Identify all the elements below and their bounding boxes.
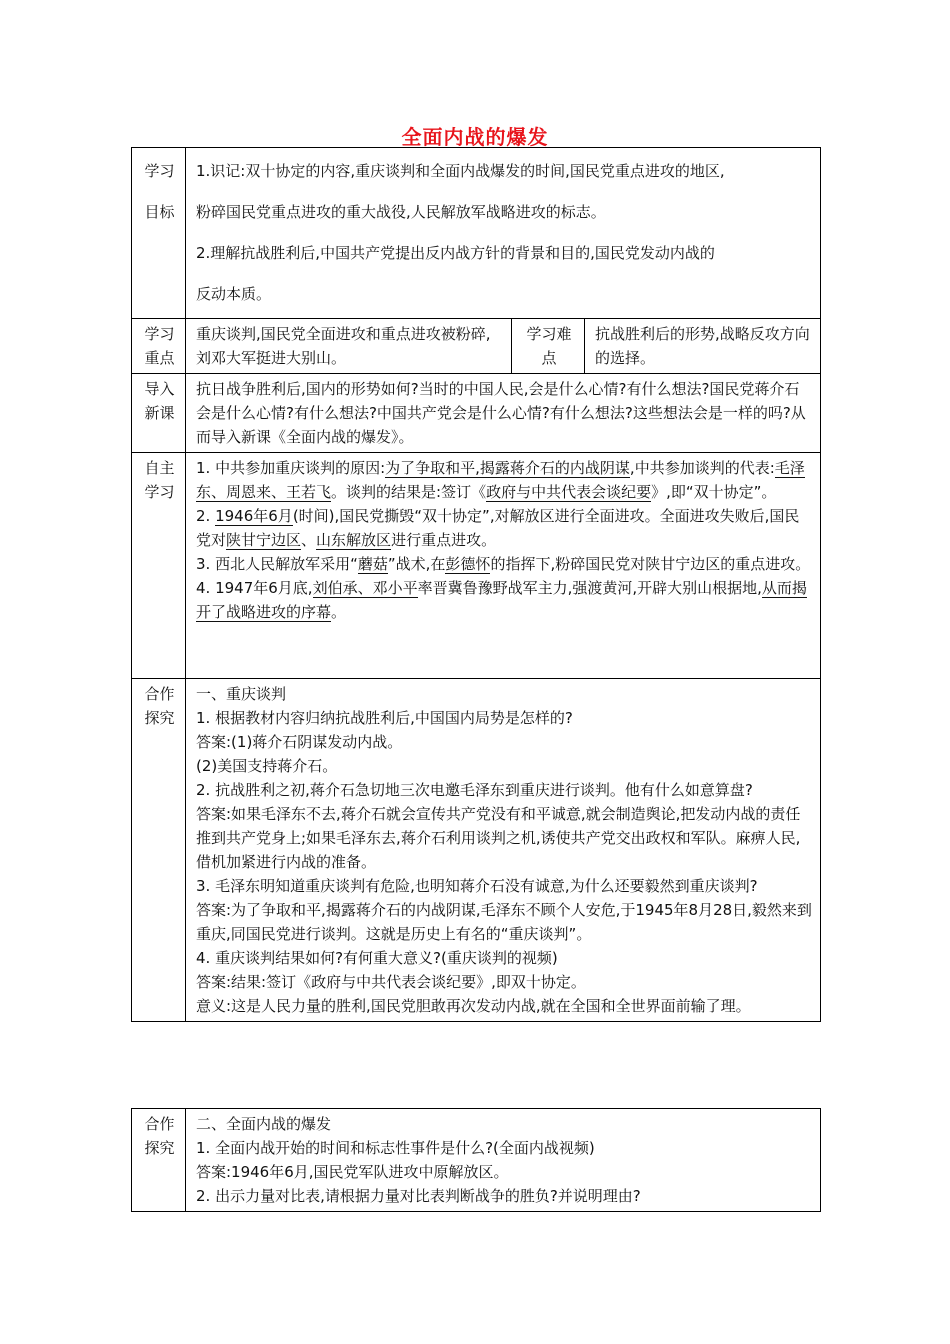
fill-answer: 陕甘宁边区: [226, 531, 302, 549]
intro-text: 抗日战争胜利后,国内的形势如何?当时的中国人民,会是什么心情?有什么想法?国民党蒋介石会是什么心情?有什么想法?中国共产党会是什么心情?有什么想法?这些想法会是一样的吗?从而导入新课《全面内战的爆发》。: [186, 374, 821, 453]
fill-answer: 刘伯承、邓小平: [312, 579, 418, 597]
goal-line: 2.理解抗战胜利后,中国共产党提出反内战方针的背景和目的,国民党发动内战的: [196, 244, 715, 262]
coop-content: [186, 1109, 821, 1212]
intro-row: [132, 374, 821, 453]
coop-line: 一、重庆谈判: [196, 685, 287, 703]
goal-line: 粉碎国民党重点进攻的重大战役,人民解放军战略进攻的标志。: [196, 203, 606, 221]
fill-answer: 蘑菇: [357, 555, 388, 573]
coop-line: 答案:1946年6月,国民党军队进攻中原解放区。: [196, 1163, 509, 1181]
self-study-item-3: 3. 西北人民解放军采用“蘑菇”战术,在彭德怀的指挥下,粉碎国民党对陕甘宁边区的重点进攻。: [196, 555, 811, 573]
lesson-plan-table: [131, 147, 821, 1022]
difficulty-text: 抗战胜利后的形势,战略反攻方向的选择。: [585, 319, 821, 374]
coop-line: 2. 出示力量对比表,请根据力量对比表判断战争的胜负?并说明理由?: [196, 1187, 641, 1205]
coop-line: 4. 重庆谈判结果如何?有何重大意义?(重庆谈判的视频): [196, 949, 558, 967]
goal-line: 1.识记:双十协定的内容,重庆谈判和全面内战爆发的时间,国民党重点进攻的地区,: [196, 162, 725, 180]
goals-content: [186, 148, 821, 319]
coop-line: 答案:为了争取和平,揭露蒋介石的内战阴谋,毛泽东不顾个人安危,于1945年8月28日,毅然来到重庆,同国民党进行谈判。这就是历史上有名的“重庆谈判”。: [196, 901, 812, 943]
document-title: 全面内战的爆发: [401, 125, 549, 149]
coop-line: 1. 全面内战开始的时间和标志性事件是什么?(全面内战视频): [196, 1139, 595, 1157]
goals-label-line-2: 目标: [144, 203, 175, 221]
coop-row-1: [132, 679, 821, 1022]
goals-label: [132, 148, 186, 319]
self-study-item-2: 2. 1946年6月(时间),国民党撕毁“双十协定”,对解放区进行全面进攻。全面进攻失败后,国民党对陕甘宁边区、山东解放区进行重点进攻。: [196, 507, 800, 549]
fill-answer: 1946年6月: [215, 507, 293, 525]
coop-line: 二、全面内战的爆发: [196, 1115, 332, 1133]
fill-answer: 为了争取和平,揭露蒋介石的内战阴谋: [385, 459, 630, 477]
key-points-row: [132, 319, 821, 374]
goals-row: [132, 148, 821, 319]
fill-answer: 彭德怀: [445, 555, 491, 573]
fill-answer: 毛泽东、周恩来、王若飞: [196, 459, 805, 501]
coop-line: 答案:结果:签订《政府与中共代表会谈纪要》,即双十协定。: [196, 973, 586, 991]
coop-content: [186, 679, 821, 1022]
coop-line: 答案:(1)蒋介石阴谋发动内战。: [196, 733, 403, 751]
coop-row-2: [132, 1109, 821, 1212]
coop-label: 合作 探究: [132, 679, 186, 1022]
fill-answer: 政府与中共代表会谈纪要: [486, 483, 652, 501]
fill-answer: 山东解放区: [316, 531, 392, 549]
coop-label: 合作 探究: [132, 1109, 186, 1212]
difficulty-label: 学习难点: [512, 319, 585, 374]
key-points-text: 重庆谈判,国民党全面进攻和重点进攻被粉碎,刘邓大军挺进大别山。: [186, 319, 512, 374]
key-points-label: 学习重点: [132, 319, 186, 374]
self-study-label: 自主学习: [132, 453, 186, 679]
coop-line: 意义:这是人民力量的胜利,国民党胆敢再次发动内战,就在全国和全世界面前输了理。: [196, 997, 751, 1015]
self-study-row: [132, 453, 821, 679]
lesson-plan-table-continued: [131, 1108, 821, 1212]
coop-line: 2. 抗战胜利之初,蒋介石急切地三次电邀毛泽东到重庆进行谈判。他有什么如意算盘?: [196, 781, 753, 799]
goals-label-line-1: 学习: [144, 162, 175, 180]
coop-line: 3. 毛泽东明知道重庆谈判有危险,也明知蒋介石没有诚意,为什么还要毅然到重庆谈判?: [196, 877, 758, 895]
self-study-item-1: 1. 中共参加重庆谈判的原因:为了争取和平,揭露蒋介石的内战阴谋,中共参加谈判的代表:毛泽东、周恩来、王若飞。谈判的结果是:签订《政府与中共代表会谈纪要》,即“双十协定”。: [196, 459, 805, 501]
intro-label: 导入新课: [132, 374, 186, 453]
self-study-content: [186, 453, 821, 679]
fill-answer: 从而揭开了战略进攻的序幕: [196, 579, 807, 621]
coop-line: (2)美国支持蒋介石。: [196, 757, 338, 775]
goal-line: 反动本质。: [196, 285, 272, 303]
coop-line: 答案:如果毛泽东不去,蒋介石就会宣传共产党没有和平诚意,就会制造舆论,把发动内战的责任推到共产党身上;如果毛泽东去,蒋介石利用谈判之机,诱使共产党交出政权和军队。麻痹人民,借机加紧进行内战的准备。: [196, 805, 801, 871]
self-study-item-4: 4. 1947年6月底,刘伯承、邓小平率晋冀鲁豫野战军主力,强渡黄河,开辟大别山根据地,从而揭开了战略进攻的序幕。: [196, 579, 807, 621]
coop-line: 1. 根据教材内容归纳抗战胜利后,中国国内局势是怎样的?: [196, 709, 573, 727]
